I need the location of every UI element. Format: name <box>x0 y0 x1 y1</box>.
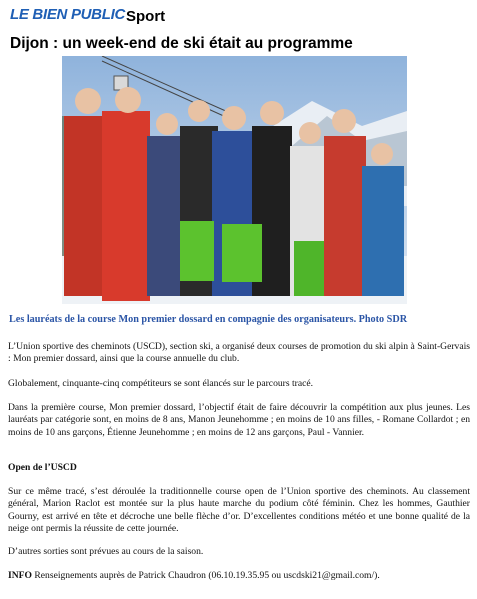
article-paragraph: Dans la première course, Mon premier dossard, l’objectif était de faire découvrir la compétition aux plus jeunes. Les lauréats par catégorie sont, en moins de 8 ans, Manon Jeunehomme ; en moins de 10 ans filles, - Romane Collardot ; en moins de 10 ans garçons, Étienne Jeunehomme ; en moins de 12 ans garçons, Paul - Vannier. <box>8 402 470 438</box>
info-label: INFO <box>8 570 32 581</box>
article-subheading: Open de l’USCD <box>8 462 77 473</box>
article-paragraph: L’Union sportive des cheminots (USCD), section ski, a organisé deux courses de promotion du ski alpin à Saint-Gervais : Mon premier dossard, ainsi que la course annuelle du club. <box>8 341 470 365</box>
photo-caption: Les lauréats de la course Mon premier dossard en compagnie des organisateurs. Photo SDR <box>9 314 408 325</box>
ski-group-photo-icon <box>62 56 407 304</box>
article-paragraph: Sur ce même tracé, s’est déroulée la traditionnelle course open de l’Union sportive des cheminots. Au classement général, Marion Raclot est montée sur la plus haute marche du podium côté féminin. Chez les hommes, Gauthier Gourny, est arrivé en tête et décroche une belle flèche d’or. D’excellentes conditions météo et une bonne qualité de la neige ont permis la réussite de cette journée. <box>8 486 470 534</box>
article-paragraph: D’autres sorties sont prévues au cours de la saison. <box>8 546 204 557</box>
article-headline: Dijon : un week-end de ski était au programme <box>10 35 353 52</box>
newspaper-logo: LE BIEN PUBLIC <box>10 6 125 23</box>
info-text: Renseignements auprès de Patrick Chaudron (06.10.19.35.95 ou uscdski21@gmail.com/). <box>31 570 380 581</box>
group-photo <box>62 56 407 304</box>
masthead <box>8 6 477 26</box>
section-label: Sport <box>126 8 166 25</box>
article-paragraph: Globalement, cinquante-cinq compétiteurs se sont élancés sur le parcours tracé. <box>8 378 314 389</box>
info-paragraph <box>8 570 470 582</box>
